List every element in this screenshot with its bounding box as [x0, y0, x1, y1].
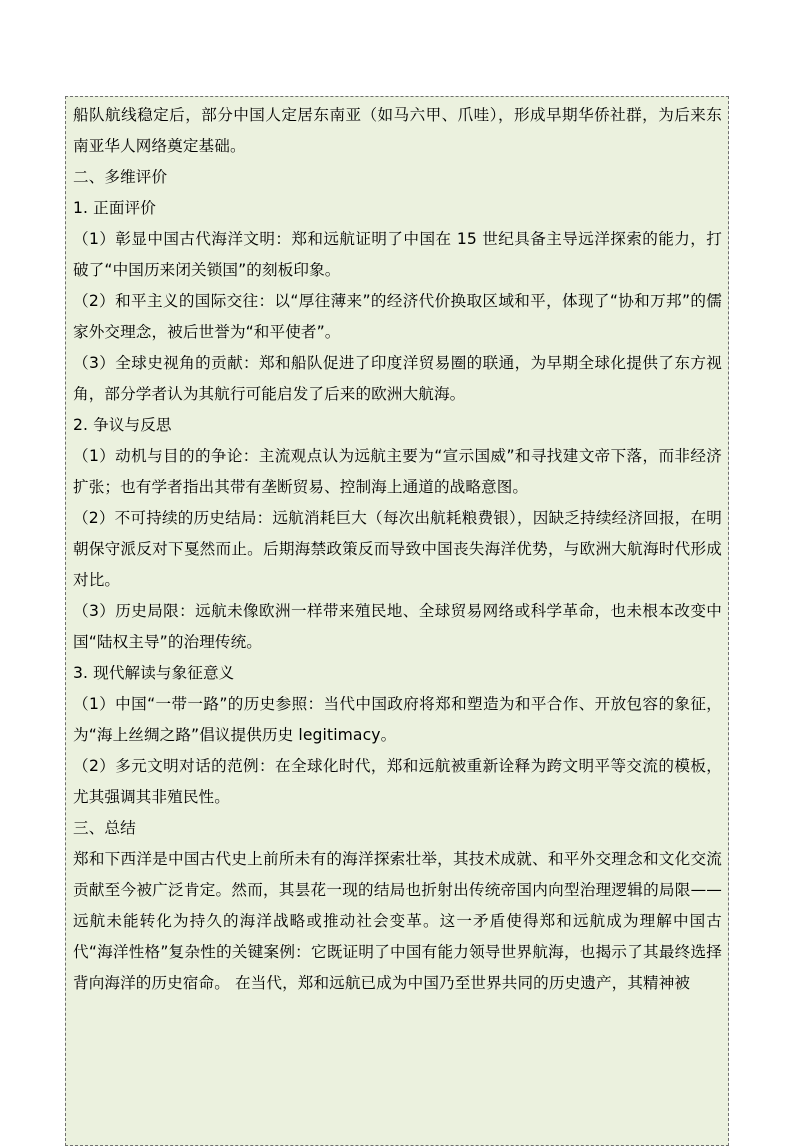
- paragraph-settlement: 船队航线稳定后，部分中国人定居东南亚（如马六甲、爪哇），形成早期华侨社群，为后来东南亚华人网络奠定基础。: [73, 106, 722, 155]
- subheading-positive: 1. 正面评价: [73, 199, 156, 217]
- subheading-controversy: 2. 争议与反思: [73, 416, 172, 434]
- paragraph-controversy-2: （2）不可持续的历史结局：远航消耗巨大（每次出航耗粮费银），因缺乏持续经济回报，在明朝保守派反对下戛然而止。后期海禁政策反而导致中国丧失海洋优势，与欧洲大航海时代形成对比。: [73, 509, 722, 589]
- paragraph-positive-2: （2）和平主义的国际交往：以“厚往薄来”的经济代价换取区域和平，体现了“协和万邦”的儒家外交理念，被后世誉为“和平使者”。: [73, 292, 722, 341]
- section-heading-summary: 三、总结: [73, 819, 136, 837]
- text-box: [65, 96, 729, 1146]
- document-body: [73, 100, 722, 999]
- paragraph-positive-3: （3）全球史视角的贡献：郑和船队促进了印度洋贸易圈的联通，为早期全球化提供了东方视角，部分学者认为其航行可能启发了后来的欧洲大航海。: [73, 354, 722, 403]
- subheading-modern: 3. 现代解读与象征意义: [73, 664, 235, 682]
- paragraph-modern-2: （2）多元文明对话的范例：在全球化时代，郑和远航被重新诠释为跨文明平等交流的模板，尤其强调其非殖民性。: [73, 757, 722, 806]
- paragraph-controversy-1: （1）动机与目的的争论：主流观点认为远航主要为“宣示国威”和寻找建文帝下落，而非经济扩张；也有学者指出其带有垄断贸易、控制海上通道的战略意图。: [73, 447, 722, 496]
- section-heading-evaluation: 二、多维评价: [73, 168, 168, 186]
- paragraph-controversy-3: （3）历史局限：远航未像欧洲一样带来殖民地、全球贸易网络或科学革命，也未根本改变中国“陆权主导”的治理传统。: [73, 602, 722, 651]
- paragraph-modern-1: （1）中国“一带一路”的历史参照：当代中国政府将郑和塑造为和平合作、开放包容的象征，为“海上丝绸之路”倡议提供历史 legitimacy。: [73, 695, 722, 744]
- paragraph-summary: 郑和下西洋是中国古代史上前所未有的海洋探索壮举，其技术成就、和平外交理念和文化交流贡献至今被广泛肯定。然而，其昙花一现的结局也折射出传统帝国内向型治理逻辑的局限——远航未能转化为持久的海洋战略或推动社会变革。这一矛盾使得郑和远航成为理解中国古代“海洋性格”复杂性的关键案例：它既证明了中国有能力领导世界航海，也揭示了其最终选择背向海洋的历史宿命。 在当代，郑和远航已成为中国乃至世界共同的历史遗产，其精神被: [73, 850, 722, 992]
- paragraph-positive-1: （1）彰显中国古代海洋文明：郑和远航证明了中国在 15 世纪具备主导远洋探索的能力，打破了“中国历来闭关锁国”的刻板印象。: [73, 230, 722, 279]
